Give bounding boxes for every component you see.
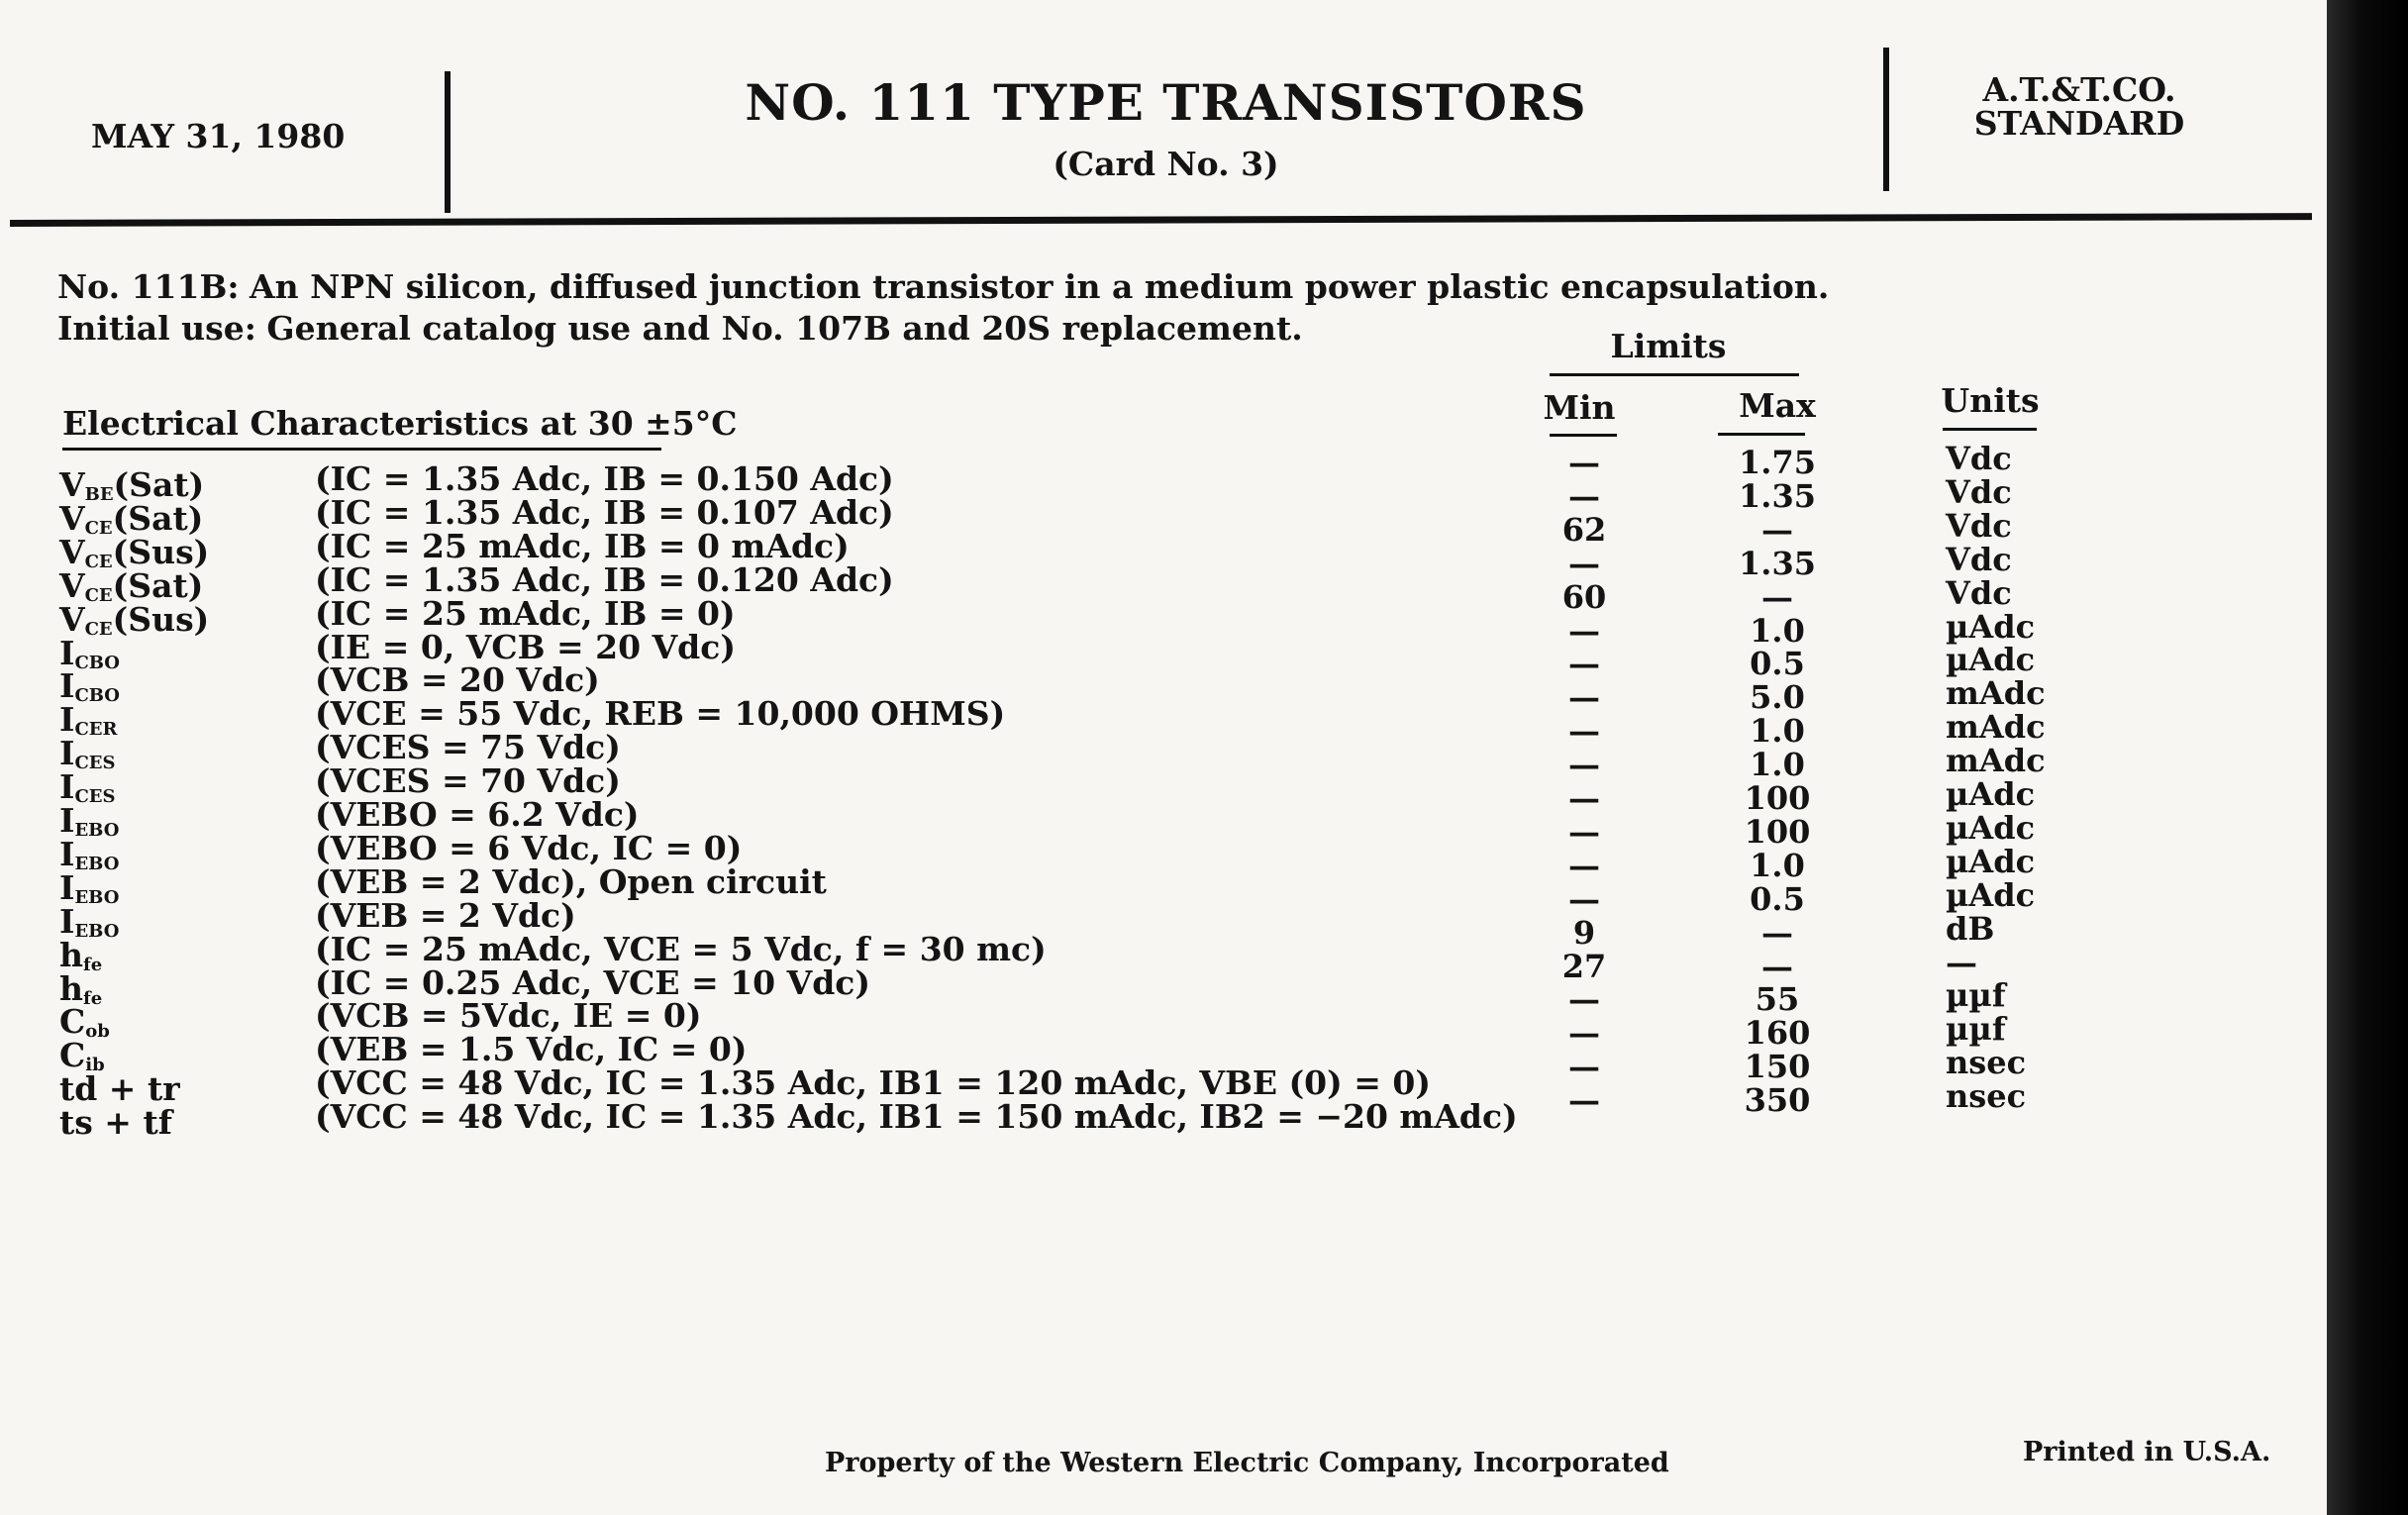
max-header: Max: [1739, 386, 1816, 425]
symbol-suffix: (Sat): [113, 465, 205, 504]
standard-line-1: A.T.&T.CO.: [1982, 70, 2176, 109]
row-unit: nsec: [1946, 1044, 2027, 1082]
symbol-suffix: (Sat): [112, 498, 204, 538]
row-unit: µAdc: [1946, 842, 2036, 880]
row-condition: (VEB = 2 Vdc), Open circuit: [315, 861, 827, 901]
row-max-value: 1.75: [1739, 444, 1816, 481]
row-min-value: —: [1568, 812, 1600, 851]
symbol-subscript: ib: [85, 1055, 105, 1076]
row-condition: (IC = 1.35 Adc, IB = 0.120 Adc): [315, 559, 894, 599]
row-min-value: —: [1568, 476, 1600, 515]
symbol-main: V: [59, 532, 85, 571]
row-min-value: 62: [1561, 510, 1607, 549]
card-subtitle: (Card No. 3): [1053, 145, 1279, 183]
intro-description: [57, 267, 1829, 306]
row-max-value: 1.0: [1750, 746, 1805, 784]
symbol-main: I: [59, 867, 75, 907]
row-max-value: 55: [1755, 980, 1800, 1019]
symbol-subscript: CBO: [74, 685, 120, 707]
symbol-main: I: [59, 767, 75, 807]
row-unit: Vdc: [1946, 573, 2012, 612]
row-max-value: —: [1761, 947, 1793, 985]
row-unit: Vdc: [1946, 440, 2012, 477]
row-unit: dB: [1946, 909, 1995, 948]
symbol-main: V: [59, 599, 85, 639]
row-unit: mAdc: [1946, 674, 2046, 713]
row-symbol: [59, 1103, 172, 1142]
row-min-value: —: [1568, 1014, 1600, 1053]
intro-initial-use: [57, 309, 1303, 348]
symbol-subscript: fe: [83, 954, 103, 975]
row-condition: (IC = 1.35 Adc, IB = 0.150 Adc): [315, 459, 894, 498]
symbol-main: td + tr: [59, 1069, 180, 1109]
max-rule: [1718, 433, 1805, 436]
row-condition: (VCC = 48 Vdc, IC = 1.35 Adc, IB1 = 150 mAdc, IB2 = −20 mAdc): [315, 1097, 1518, 1137]
row-max-value: 350: [1744, 1081, 1811, 1120]
row-condition: (VCE = 55 Vdc, REB = 10,000 OHMS): [315, 694, 1006, 734]
symbol-main: I: [59, 700, 75, 740]
row-condition: (IC = 0.25 Adc, VCE = 10 Vdc): [315, 962, 870, 1002]
row-max-value: —: [1761, 577, 1793, 616]
symbol-subscript: CE: [84, 584, 113, 606]
min-rule: [1550, 434, 1617, 437]
row-unit: Vdc: [1946, 506, 2012, 545]
symbol-main: I: [59, 901, 75, 941]
symbol-main: V: [59, 565, 85, 605]
section-title: Electrical Characteristics at 30 ±5°C: [62, 404, 738, 443]
symbol-subscript: CE: [84, 517, 113, 539]
symbol-main: V: [59, 498, 85, 538]
min-header: Min: [1543, 388, 1616, 427]
row-min-value: —: [1568, 980, 1600, 1019]
initial-use-label: Initial use:: [57, 309, 256, 348]
symbol-main: I: [59, 801, 75, 840]
symbol-main: I: [59, 834, 75, 873]
row-min-value: —: [1568, 746, 1600, 784]
row-min-value: —: [1568, 611, 1600, 650]
row-unit: —: [1946, 943, 1977, 981]
initial-use-text: General catalog use and No. 107B and 20S replacement.: [266, 309, 1303, 348]
symbol-main: h: [59, 968, 83, 1008]
row-min-value: 9: [1572, 913, 1596, 952]
symbol-main: I: [59, 666, 75, 706]
row-unit: µAdc: [1946, 808, 2036, 847]
symbol-suffix: (Sus): [112, 532, 210, 571]
row-max-value: 1.0: [1750, 611, 1805, 650]
row-max-value: 1.35: [1739, 476, 1816, 515]
row-unit: mAdc: [1946, 708, 2046, 747]
row-min-value: —: [1568, 879, 1600, 918]
units-header: Units: [1941, 381, 2040, 420]
row-min-value: —: [1568, 444, 1600, 481]
symbol-subscript: CE: [84, 551, 113, 572]
row-unit: mAdc: [1946, 742, 2046, 780]
row-condition: (IE = 0, VCB = 20 Vdc): [315, 627, 736, 666]
row-unit: nsec: [1946, 1077, 2027, 1116]
row-max-value: —: [1761, 510, 1793, 549]
row-min-value: —: [1568, 1081, 1600, 1120]
row-min-value: 60: [1561, 577, 1607, 616]
symbol-subscript: ob: [85, 1021, 110, 1043]
row-condition: (VEB = 2 Vdc): [315, 895, 576, 935]
row-max-value: 150: [1744, 1048, 1811, 1086]
symbol-subscript: EBO: [74, 920, 120, 942]
row-condition: (IC = 25 mAdc, IB = 0 mAdc): [315, 526, 850, 565]
row-max-value: 0.5: [1750, 645, 1805, 683]
row-max-value: 1.0: [1750, 846, 1805, 884]
limits-header: Limits: [1610, 327, 1727, 365]
card-title: NO. 111 TYPE TRANSISTORS: [745, 73, 1587, 132]
row-condition: (IC = 25 mAdc, VCE = 5 Vdc, f = 30 mc): [315, 929, 1047, 968]
row-unit: Vdc: [1946, 540, 2012, 578]
standard-label: [1921, 70, 2238, 143]
row-min-value: 27: [1561, 947, 1607, 985]
row-condition: (VCB = 5Vdc, IE = 0): [315, 996, 702, 1036]
row-condition: (VCC = 48 Vdc, IC = 1.35 Adc, IB1 = 120 mAdc, VBE (0) = 0): [315, 1063, 1431, 1103]
units-rule: [1943, 428, 2037, 431]
row-condition: (IC = 25 mAdc, IB = 0): [315, 593, 736, 633]
symbol-main: I: [59, 633, 75, 672]
symbol-subscript: CES: [74, 786, 116, 808]
symbol-main: h: [59, 935, 83, 974]
symbol-main: I: [59, 734, 75, 773]
symbol-main: V: [59, 465, 85, 504]
row-condition: (VCES = 75 Vdc): [315, 728, 621, 767]
section-rule: [62, 448, 661, 451]
symbol-subscript: CES: [74, 753, 116, 774]
row-condition: (VEBO = 6.2 Vdc): [315, 795, 640, 834]
intro-code: No. 111B:: [57, 267, 240, 306]
row-min-value: —: [1568, 544, 1600, 582]
symbol-main: C: [59, 1002, 86, 1042]
row-max-value: 0.5: [1750, 879, 1805, 918]
symbol-suffix: (Sus): [112, 599, 210, 639]
printed-notice: Printed in U.S.A.: [2023, 1437, 2271, 1467]
row-max-value: —: [1761, 913, 1793, 952]
symbol-subscript: BE: [84, 484, 114, 505]
row-unit: µAdc: [1946, 775, 2036, 813]
row-condition: (VCB = 20 Vdc): [315, 660, 600, 700]
symbol-subscript: fe: [83, 987, 103, 1009]
row-condition: (VEB = 1.5 Vdc, IC = 0): [315, 1030, 748, 1069]
row-unit: µAdc: [1946, 875, 2036, 914]
symbol-subscript: EBO: [74, 886, 120, 908]
row-max-value: 5.0: [1750, 678, 1805, 717]
row-min-value: —: [1568, 645, 1600, 683]
row-max-value: 1.35: [1739, 544, 1816, 582]
row-unit: Vdc: [1946, 472, 2012, 511]
row-min-value: —: [1568, 678, 1600, 717]
row-unit: µAdc: [1946, 641, 2036, 679]
header-rule: [10, 213, 2312, 227]
row-unit: µµf: [1946, 1010, 2006, 1049]
row-condition: (VCES = 70 Vdc): [315, 761, 621, 801]
limits-rule: [1550, 373, 1799, 376]
symbol-subscript: CER: [74, 719, 118, 741]
row-unit: µAdc: [1946, 607, 2036, 646]
row-max-value: 100: [1744, 812, 1811, 851]
row-max-value: 160: [1744, 1014, 1811, 1053]
symbol-main: C: [59, 1036, 86, 1075]
symbol-subscript: EBO: [74, 853, 120, 874]
property-notice: Property of the Western Electric Company, Incorporated: [825, 1448, 1669, 1478]
standard-line-2: STANDARD: [1973, 104, 2185, 143]
card-date: MAY 31, 1980: [91, 117, 346, 155]
header-divider-right: [1883, 48, 1889, 191]
row-condition: (VEBO = 6 Vdc, IC = 0): [315, 828, 743, 867]
row-max-value: 1.0: [1750, 712, 1805, 751]
symbol-main: ts + tf: [59, 1103, 172, 1143]
symbol-suffix: (Sat): [112, 565, 204, 605]
row-min-value: —: [1568, 712, 1600, 751]
row-unit: µµf: [1946, 976, 2006, 1015]
card-edge-shadow: [2327, 0, 2408, 1515]
intro-text: An NPN silicon, diffused junction transistor in a medium power plastic encapsulation.: [250, 267, 1830, 306]
row-min-value: —: [1568, 779, 1600, 817]
symbol-subscript: CBO: [74, 652, 120, 673]
symbol-subscript: EBO: [74, 820, 120, 841]
symbol-subscript: CE: [84, 618, 113, 640]
row-min-value: —: [1568, 1048, 1600, 1086]
row-min-value: —: [1568, 846, 1600, 884]
row-max-value: 100: [1744, 779, 1811, 817]
row-condition: (IC = 1.35 Adc, IB = 0.107 Adc): [315, 492, 894, 532]
